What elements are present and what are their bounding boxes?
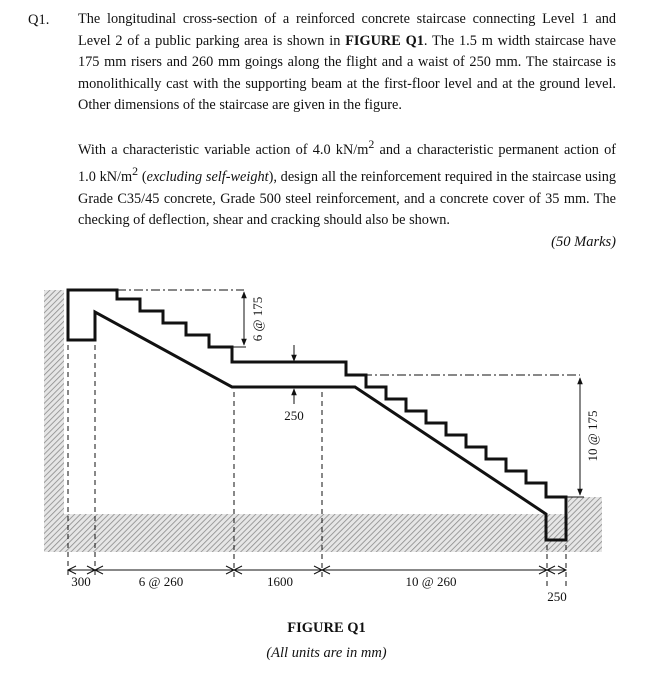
dim-250-label: 250 <box>547 589 567 604</box>
p2-text-b: and a characteristic permanent action of 1.0 kN/m <box>78 141 616 186</box>
p2-text-a: With a characteristic variable action of 4.0 kN/m <box>78 141 369 158</box>
p1-text-b: . The 1.5 m width staircase have 175 mm risers and 260 mm goings along the flight and a waist of 250 mm. The staircase is monolithically cast with the supporting beam at the first-floor level and at the ground level. Other dimensions of the staircase are given in the figure. <box>78 32 617 113</box>
left-wall-hatch <box>44 290 64 552</box>
p2-text-d: ), design all the reinforcement required in the staircase using Grade C35/45 concrete, Grade 500 steel reinforcement, and a concrete cover of 35 mm. The checking of deflection, shear and cracking should also be shown. <box>78 169 617 229</box>
dim-landing-length-label: 1600 <box>267 574 293 589</box>
units-note: (All units are in mm) <box>266 645 387 661</box>
lower-risers-dim-label: 10 @ 175 <box>585 410 600 462</box>
dim-300-label: 300 <box>71 574 91 589</box>
dim-lower-goings-label: 10 @ 260 <box>405 574 457 589</box>
p2-italic-note: excluding self-weight <box>146 169 269 186</box>
p1-text-a: The longitudinal cross-section of a reinforced concrete staircase connecting Level 1 and Level 2 of a public parking area is shown in <box>78 11 616 49</box>
dim-upper-goings-label: 6 @ 260 <box>138 574 184 589</box>
p2-superscript-1: 2 <box>368 137 375 151</box>
figure-caption: FIGURE Q1 <box>287 620 366 636</box>
ground-slab-hatch <box>64 514 602 552</box>
staircase-outline <box>68 290 566 540</box>
landing-dim-label: 250 <box>284 408 304 423</box>
upper-risers-dim-label: 6 @ 175 <box>250 296 265 342</box>
figure-reference: FIGURE Q1 <box>345 32 424 49</box>
marks-label: (50 Marks) <box>551 234 616 250</box>
question-number: Q1. <box>28 12 50 28</box>
p2-superscript-2: 2 <box>132 164 139 179</box>
right-support-hatch <box>568 497 602 514</box>
p2-text-c: ( <box>138 169 147 186</box>
